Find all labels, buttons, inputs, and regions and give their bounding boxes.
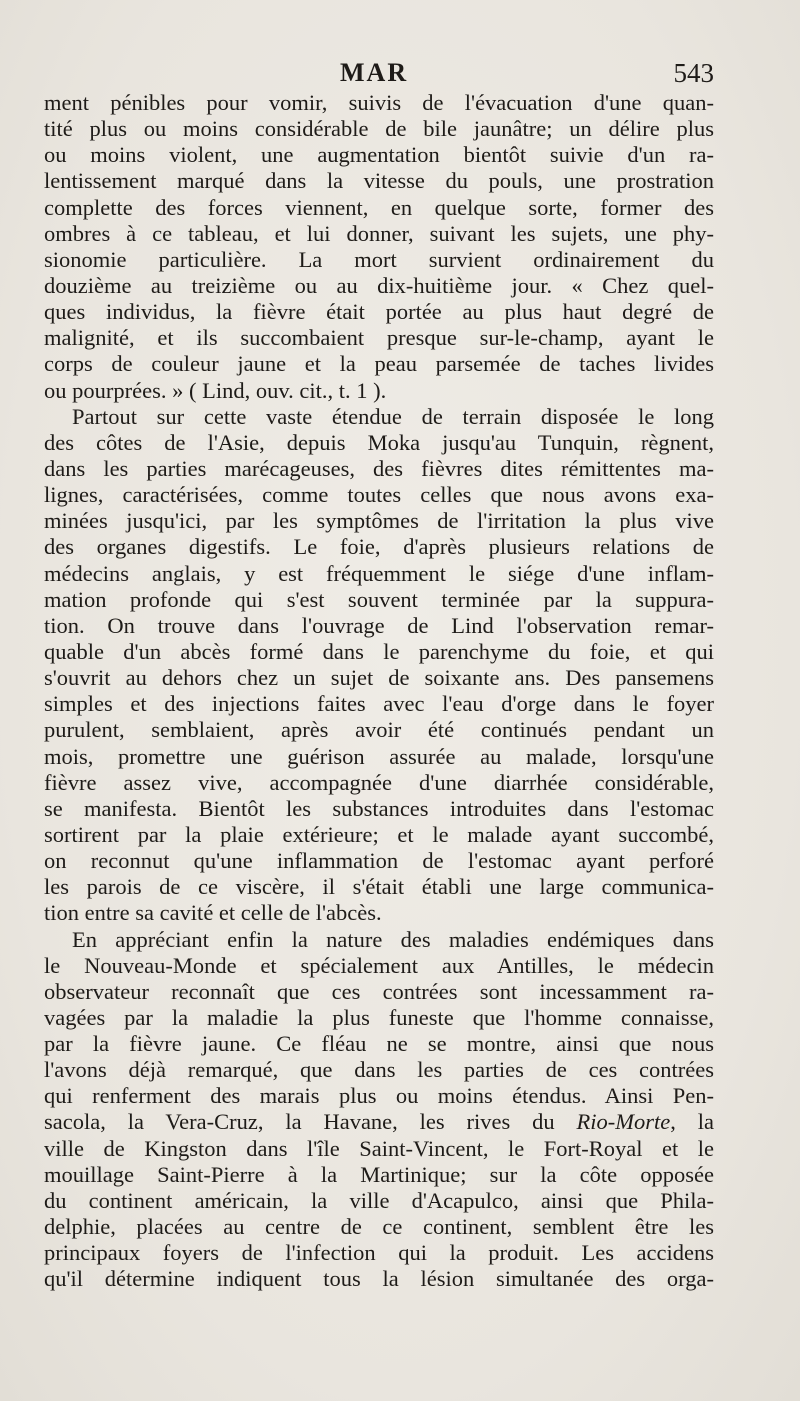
page-number: 543 bbox=[673, 58, 714, 88]
text-line: ombres à ce tableau, et lui donner, suivant les sujets, une phy- bbox=[44, 220, 714, 246]
text-line: du continent américain, la ville d'Acapulco, ainsi que Phila- bbox=[44, 1187, 714, 1213]
text-line: douzième au treizième ou au dix-huitième jour. « Chez quel- bbox=[44, 272, 714, 298]
text-line: l'avons déjà remarqué, que dans les parties de ces contrées bbox=[44, 1057, 714, 1083]
text-line: tion entre sa cavité et celle de l'abcès. bbox=[44, 900, 382, 926]
italic-place-name: Rio-Morte bbox=[576, 1109, 671, 1135]
text-line: sortirent par la plaie extérieure; et le malade ayant succombé, bbox=[44, 821, 714, 847]
page-header bbox=[0, 58, 800, 92]
text-line: médecins anglais, y est fréquemment le siége d'une inflam- bbox=[44, 560, 714, 586]
text-line: se manifesta. Bientôt les substances introduites dans l'estomac bbox=[44, 795, 714, 821]
text-line: s'ouvrit au dehors chez un sujet de soixante ans. Des pansemens bbox=[44, 665, 714, 691]
text-line: Partout sur cette vaste étendue de terrain disposée le long bbox=[72, 403, 714, 429]
text-line: delphie, placées au centre de ce continent, semblent être les bbox=[44, 1214, 714, 1240]
text-line: des côtes de l'Asie, depuis Moka jusqu'au Tunquin, règnent, bbox=[44, 429, 714, 455]
text-segment: sacola, la Vera-Cruz, la Havane, les rives du bbox=[44, 1109, 555, 1135]
text-line: purulent, semblaient, après avoir été continués pendant un bbox=[44, 717, 714, 743]
text-line: corps de couleur jaune et la peau parsemée de taches livides bbox=[44, 351, 714, 377]
text-line: vagées par la maladie la plus funeste que l'homme connaisse, bbox=[44, 1004, 714, 1030]
body-text bbox=[44, 90, 714, 1292]
text-segment: , la bbox=[670, 1109, 714, 1135]
text-line: par la fièvre jaune. Ce fléau ne se montre, ainsi que nous bbox=[44, 1031, 714, 1057]
paragraph bbox=[44, 404, 714, 927]
running-head: MAR bbox=[340, 58, 409, 87]
text-line: mation profonde qui s'est souvent terminée par la suppura- bbox=[44, 586, 714, 612]
text-line: dans les parties marécageuses, des fièvres dites rémittentes ma- bbox=[44, 455, 714, 481]
text-line: fièvre assez vive, accompagnée d'une diarrhée considérable, bbox=[44, 769, 714, 795]
text-line: ou moins violent, une augmentation bientôt suivie d'un ra- bbox=[44, 142, 714, 168]
text-line: ou pourprées. » ( Lind, ouv. cit., t. 1 ). bbox=[44, 377, 387, 403]
text-line: sionomie particulière. La mort survient ordinairement du bbox=[44, 246, 714, 272]
text-line: lentissement marqué dans la vitesse du pouls, une prostration bbox=[44, 168, 714, 194]
text-line: le Nouveau-Monde et spécialement aux Antilles, le médecin bbox=[44, 952, 714, 978]
text-line: principaux foyers de l'infection qui la produit. Les accidens bbox=[44, 1240, 714, 1266]
text-line: quable d'un abcès formé dans le parenchyme du foie, et qui bbox=[44, 638, 714, 664]
text-line: ville de Kingston dans l'île Saint-Vincent, le Fort-Royal et le bbox=[44, 1135, 714, 1161]
text-line: ques individus, la fièvre était portée au plus haut degré de bbox=[44, 299, 714, 325]
text-line: complette des forces viennent, en quelque sorte, former des bbox=[44, 194, 714, 220]
text-line: mouillage Saint-Pierre à la Martinique; sur la côte opposée bbox=[44, 1161, 714, 1187]
text-line: minées jusqu'ici, par les symptômes de l'irritation la plus vive bbox=[44, 508, 714, 534]
text-line: qui renferment des marais plus ou moins étendus. Ainsi Pen- bbox=[44, 1083, 714, 1109]
text-line: observateur reconnaît que ces contrées sont incessamment ra- bbox=[44, 978, 714, 1004]
text-line: tion. On trouve dans l'ouvrage de Lind l'observation remar- bbox=[44, 612, 714, 638]
paragraph bbox=[44, 927, 714, 1293]
paragraph bbox=[44, 90, 714, 404]
text-line: mois, promettre une guérison assurée au malade, lorsqu'une bbox=[44, 743, 714, 769]
text-line: tité plus ou moins considérable de bile jaunâtre; un délire plus bbox=[44, 116, 714, 142]
text-line: malignité, et ils succombaient presque sur-le-champ, ayant le bbox=[44, 325, 714, 351]
text-line: ment pénibles pour vomir, suivis de l'évacuation d'une quan- bbox=[44, 90, 714, 115]
text-line: les parois de ce viscère, il s'était établi une large communica- bbox=[44, 874, 714, 900]
text-line: simples et des injections faites avec l'eau d'orge dans le foyer bbox=[44, 691, 714, 717]
text-line: En appréciant enfin la nature des maladies endémiques dans bbox=[72, 926, 714, 952]
text-line: on reconnut qu'une inflammation de l'estomac ayant perforé bbox=[44, 848, 714, 874]
text-line-with-italic bbox=[44, 1109, 714, 1135]
text-line: des organes digestifs. Le foie, d'après plusieurs relations de bbox=[44, 534, 714, 560]
text-line: qu'il détermine indiquent tous la lésion simultanée des orga- bbox=[44, 1266, 714, 1292]
text-line: lignes, caractérisées, comme toutes celles que nous avons exa- bbox=[44, 482, 714, 508]
